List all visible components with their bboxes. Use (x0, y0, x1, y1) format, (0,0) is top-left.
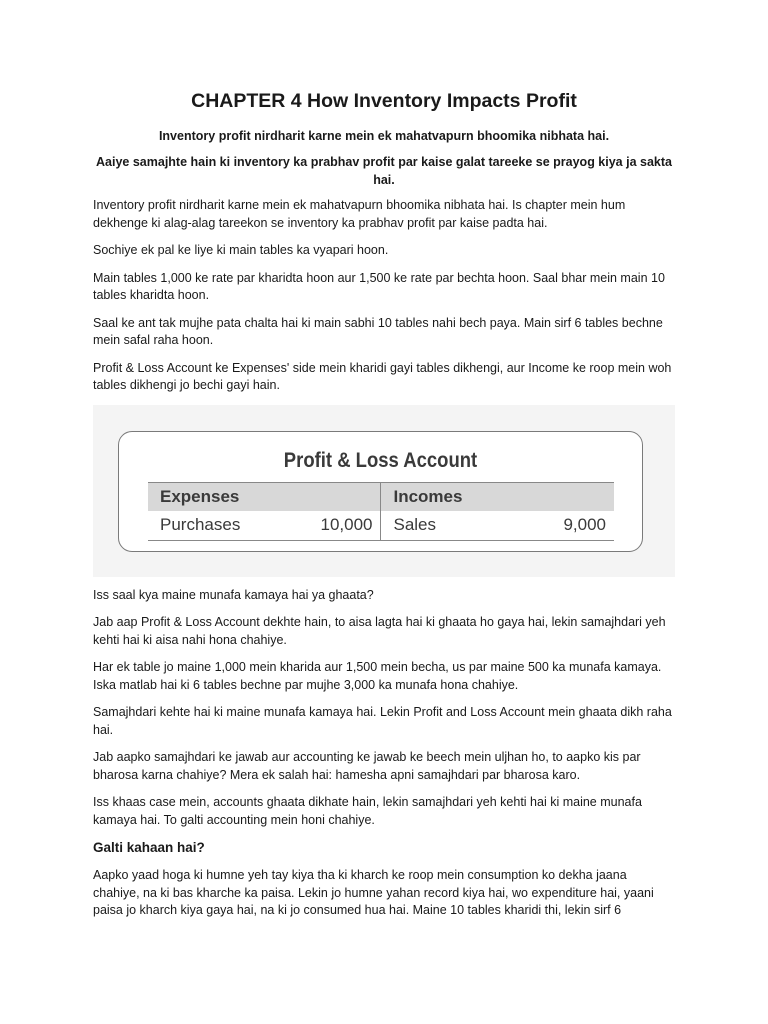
paragraph: Jab aap Profit & Loss Account dekhte hain, to aisa lagta hai ki ghaata ho gaya hai, lekin samajhdari yeh kehti hai ki aisa nahi hona chahiye. (93, 615, 666, 647)
paragraph: Main tables 1,000 ke rate par kharidta hoon aur 1,500 ke rate par bechta hoon. Saal bhar mein main 10 tables kharidta hoon. (93, 270, 665, 302)
incomes-header: Incomes (381, 482, 614, 511)
profit-loss-table (148, 482, 614, 541)
section-heading: Galti kahaan hai? (93, 840, 205, 855)
paragraph: Aapko yaad hoga ki humne yeh tay kiya tha ki kharch ke roop mein consumption ko dekha jaana chahiye, na ki bas kharche ka paisa. Lekin jo humne yahan record kiya hai, wo expenditure hai, yaani paisa jo kharch kiya gaya hai, na ki jo consumed hua hai. Maine 10 tables kharidi thi, lekin sirf 6 (93, 868, 654, 917)
purchases-amount: 10,000 (283, 511, 381, 541)
paragraph: Profit & Loss Account ke Expenses' side mein kharidi gayi tables dikhengi, aur Income ke roop mein woh tables dikhengi jo bechi gayi hain. (93, 360, 672, 392)
paragraph: Jab aapko samajhdari ke jawab aur accounting ke jawab ke beech mein uljhan ho, to aapko kis par bharosa karna chahiye? Mera ek salah hai: hamesha apni samajhdari par bharosa karo. (93, 750, 641, 782)
table-row (148, 511, 614, 541)
purchases-label: Purchases (148, 511, 283, 541)
table-header-row (148, 482, 614, 511)
chapter-subtitle-2: Aaiye samajhte hain ki inventory ka prabhav profit par kaise galat tareeke se prayog kiya ja sakta hai. (96, 155, 672, 187)
profit-loss-card (118, 431, 643, 552)
sales-amount: 9,000 (498, 511, 614, 541)
paragraph: Saal ke ant tak mujhe pata chalta hai ki main sabhi 10 tables nahi bech paya. Main sirf 6 tables bechne mein safal raha hoon. (93, 315, 663, 347)
paragraph: Har ek table jo maine 1,000 mein kharida aur 1,500 mein becha, us par maine 500 ka munafa kamaya. Iska matlab hai ki 6 tables bechne par mujhe 3,000 ka munafa hona chahiye. (93, 660, 662, 692)
paragraph: Samajhdari kehte hai ki maine munafa kamaya hai. Lekin Profit and Loss Account mein ghaata dikh raha hai. (93, 705, 672, 737)
chapter-title: CHAPTER 4 How Inventory Impacts Profit (191, 90, 577, 112)
paragraph: Sochiye ek pal ke liye ki main tables ka vyapari hoon. (93, 243, 389, 257)
expenses-header: Expenses (148, 482, 381, 511)
paragraph: Iss saal kya maine munafa kamaya hai ya ghaata? (93, 587, 374, 602)
paragraph: Iss khaas case mein, accounts ghaata dikhate hain, lekin samajhdari yeh kehti hai ki maine munafa kamaya hai. To galti accounting mein honi chahiye. (93, 795, 642, 827)
chapter-subtitle-1: Inventory profit nirdharit karne mein ek mahatvapurn bhoomika nibhata hai. (158, 129, 610, 143)
profit-loss-title: Profit & Loss Account (283, 448, 478, 472)
profit-loss-figure (93, 405, 675, 577)
sales-label: Sales (381, 511, 498, 541)
paragraph: Inventory profit nirdharit karne mein ek mahatvapurn bhoomika nibhata hai. Is chapter mein hum dekhenge ki alag-alag tareekon se inventory ka prabhav profit par kaise padta hai. (93, 198, 626, 230)
